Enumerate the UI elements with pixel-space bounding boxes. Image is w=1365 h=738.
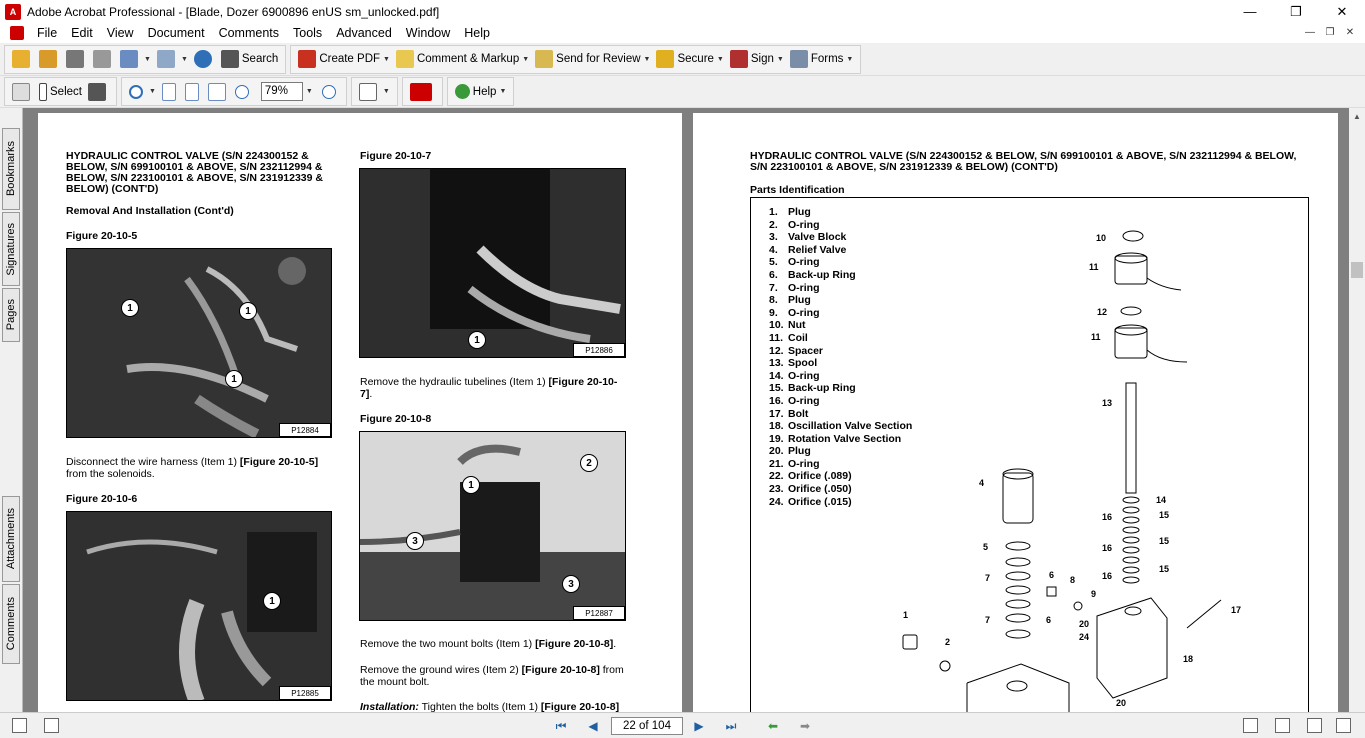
- part-name: Rotation Valve Section: [788, 432, 902, 445]
- sign-button[interactable]: Sign ▼: [727, 47, 787, 71]
- rotate-button[interactable]: ▼: [356, 80, 393, 104]
- part-number: 16.: [769, 394, 784, 407]
- figure-5-instruction: [66, 456, 332, 480]
- title-bar: [0, 0, 1365, 23]
- tab-comments[interactable]: [2, 584, 20, 664]
- diagram-label: 24: [1079, 632, 1090, 642]
- close-button[interactable]: ✕: [1336, 3, 1348, 19]
- part-name: Spacer: [788, 344, 824, 357]
- doc-close-button[interactable]: ✕: [1345, 27, 1355, 38]
- menu-file[interactable]: File: [37, 26, 58, 40]
- yahoo-icon: [410, 83, 432, 101]
- diagram-label: 7: [985, 615, 991, 625]
- camera-icon: [88, 83, 106, 101]
- minus-icon: [235, 85, 249, 99]
- part-name: Plug: [788, 206, 811, 218]
- figure-5-ref[interactable]: [Figure 20-10-5]: [239, 456, 319, 468]
- yahoo-search-button[interactable]: [407, 80, 438, 104]
- menu-window[interactable]: Window: [405, 26, 451, 40]
- window-title: Adobe Acrobat Professional - [Blade, Dozer 6900896 enUS sm_unlocked.pdf]: [27, 4, 440, 19]
- fit-width-icon: [208, 83, 226, 101]
- part-name: O-ring: [788, 256, 820, 269]
- part-number: 5.: [769, 256, 778, 269]
- part-name: Spool: [788, 357, 818, 370]
- comment-icon: [396, 50, 414, 68]
- part-name: O-ring: [788, 281, 820, 294]
- diagram-label: 8: [1070, 575, 1076, 585]
- page-left-heading: HYDRAULIC CONTROL VALVE (S/N 224300152 & BELOW, S/N 699100101 & ABOVE, S/N 232112994 & BELOW, S/N 223100101 & ABOVE, S/N 231912339 & BELOW) (CONT'D): [66, 150, 323, 195]
- lock-icon: [656, 50, 674, 68]
- figure-7-callout: 1: [468, 331, 486, 349]
- menu-edit[interactable]: Edit: [71, 26, 93, 40]
- part-number: 18.: [769, 420, 784, 433]
- parts-identification-heading: Parts Identification: [750, 184, 845, 196]
- zoom-in-button[interactable]: [319, 80, 342, 104]
- part-number: 10.: [769, 319, 784, 332]
- part-number: 7.: [769, 281, 778, 294]
- menu-view[interactable]: View: [106, 26, 134, 40]
- snapshot-button[interactable]: [85, 80, 112, 104]
- printer-icon: [93, 50, 111, 68]
- part-number: 19.: [769, 432, 784, 445]
- menu-bar: [0, 23, 1365, 43]
- cursor-icon: [39, 83, 47, 101]
- installation-label: Installation:: [360, 701, 419, 712]
- doc-restore-button[interactable]: ❐: [1325, 27, 1335, 38]
- select-tool-button[interactable]: [36, 80, 85, 104]
- menu-document[interactable]: Document: [147, 26, 205, 40]
- actual-size-button[interactable]: [159, 80, 182, 104]
- folder-open-icon: [12, 50, 30, 68]
- part-name: Plug: [788, 294, 811, 307]
- tab-signatures[interactable]: [2, 212, 20, 286]
- navigation-panel: [0, 108, 23, 712]
- part-name: Back-up Ring: [788, 382, 856, 395]
- figure-5-text-a: Disconnect the wire harness (Item 1): [66, 456, 240, 468]
- page-number-input[interactable]: 22 of 104: [611, 717, 683, 735]
- figure-8-text1-a: Remove the two mount bolts (Item 1): [360, 638, 536, 650]
- status-bar: [0, 712, 1365, 738]
- figure-8-instruction-1: [360, 639, 626, 650]
- part-name: Nut: [788, 319, 806, 332]
- organizer-button[interactable]: [36, 47, 63, 71]
- next-page-button[interactable]: ▶: [694, 719, 704, 733]
- part-number: 17.: [769, 407, 784, 420]
- figure-5-title: Figure 20-10-5: [66, 230, 138, 242]
- create-pdf-button[interactable]: Create PDF ▼: [295, 47, 393, 71]
- diagram-label: 16: [1102, 571, 1113, 581]
- parts-diagram-box: [750, 197, 1309, 712]
- secure-label: Secure: [677, 53, 714, 65]
- attach-button[interactable]: ▼: [154, 47, 191, 71]
- figure-5-callout: 1: [239, 302, 257, 320]
- figure-8-photo: [359, 431, 626, 621]
- part-name: Plug: [788, 445, 811, 458]
- fit-page-icon: [185, 83, 199, 101]
- part-number: 6.: [769, 268, 778, 281]
- part-name: Orifice (.089): [788, 470, 852, 483]
- diagram-label: 6: [1049, 570, 1055, 580]
- menu-advanced[interactable]: Advanced: [336, 26, 392, 40]
- send-review-label: Send for Review: [556, 53, 641, 65]
- part-number: 2.: [769, 218, 778, 231]
- single-page-icon[interactable]: [1243, 718, 1258, 733]
- part-name: Coil: [788, 331, 808, 344]
- document-icon[interactable]: [10, 26, 24, 40]
- figure-8-ref[interactable]: [Figure 20-10-8]: [521, 664, 600, 676]
- vertical-scrollbar[interactable]: [1349, 108, 1365, 712]
- part-number: 20.: [769, 445, 784, 458]
- diagram-label: 15: [1159, 510, 1170, 520]
- previous-page-button[interactable]: ◀: [588, 719, 598, 733]
- figure-6-tag: P12885: [279, 686, 331, 700]
- diagram-label: 4: [979, 478, 985, 488]
- figure-7-instruction: [360, 376, 626, 400]
- tab-signatures-label: Signatures: [5, 222, 17, 276]
- forms-button[interactable]: Forms ▼: [787, 47, 857, 71]
- binoculars-icon: [221, 50, 239, 68]
- zoom-tool-button[interactable]: ▼: [126, 80, 159, 104]
- installation-ref[interactable]: [Figure 20-10-8]: [540, 701, 620, 712]
- page-icon: [162, 83, 176, 101]
- help-label: Help: [472, 85, 497, 98]
- installation-text: Tighten the bolts (Item 1): [418, 701, 541, 712]
- diagram-label: 15: [1159, 564, 1170, 574]
- save-icon: [66, 50, 84, 68]
- figure-8-callout: 3: [562, 575, 580, 593]
- diagram-label: 16: [1102, 543, 1113, 553]
- part-number: 1.: [769, 206, 778, 218]
- figure-8-instruction-2: [360, 664, 626, 688]
- part-number: 4.: [769, 243, 778, 256]
- search-label: Search: [241, 53, 279, 65]
- page-options-icon[interactable]: [44, 718, 59, 733]
- tab-attachments[interactable]: [2, 496, 20, 582]
- part-number: 23.: [769, 483, 784, 496]
- diagram-label: 15: [1159, 536, 1170, 546]
- print-button[interactable]: [90, 47, 117, 71]
- open-button[interactable]: [9, 47, 36, 71]
- diagram-label: 11: [1089, 262, 1099, 272]
- part-name: Back-up Ring: [788, 268, 856, 281]
- part-name: O-ring: [788, 394, 820, 407]
- part-name: Oscillation Valve Section: [788, 420, 913, 433]
- figure-7-tag: P12886: [573, 343, 625, 357]
- figure-7-photo: [359, 168, 626, 358]
- select-label: Select: [50, 85, 82, 98]
- figure-8-callout: 1: [462, 476, 480, 494]
- figure-5-callout: 1: [225, 370, 243, 388]
- forms-icon: [790, 50, 808, 68]
- restore-button[interactable]: ❐: [1290, 3, 1302, 19]
- acrobat-icon: A: [5, 4, 21, 20]
- figure-7-ref[interactable]: [Figure 20-10-7]: [360, 376, 618, 400]
- part-name: O-ring: [788, 306, 820, 319]
- diagram-label: 20: [1116, 698, 1127, 708]
- diagram-label: 13: [1102, 398, 1113, 408]
- tab-bookmarks[interactable]: [2, 128, 20, 210]
- figure-7-text-b: .: [369, 388, 373, 400]
- previous-view-button[interactable]: ⬅: [767, 719, 779, 733]
- minimize-button[interactable]: —: [1243, 4, 1257, 19]
- part-number: 14.: [769, 369, 784, 382]
- part-name: O-ring: [788, 218, 820, 231]
- main-toolbar: [0, 43, 1365, 76]
- figure-6-photo: [66, 511, 332, 701]
- next-view-button[interactable]: ➡: [799, 719, 811, 733]
- page-left-subheading: Removal And Installation (Cont'd): [66, 205, 234, 217]
- forms-label: Forms: [810, 53, 844, 65]
- diagram-label: 16: [1102, 512, 1113, 522]
- send-review-button[interactable]: Send for Review ▼: [532, 47, 653, 71]
- menu-help[interactable]: Help: [464, 26, 490, 40]
- create-pdf-icon: [298, 50, 316, 68]
- figure-8-callout: 3: [406, 532, 424, 550]
- email-button[interactable]: ▼: [117, 47, 154, 71]
- organizer-icon: [39, 50, 57, 68]
- figure-7-text-a: Remove the hydraulic tubelines (Item 1): [360, 376, 549, 388]
- diagram-label: 12: [1097, 307, 1108, 317]
- comment-markup-label: Comment & Markup: [416, 53, 520, 65]
- diagram-label: 2: [945, 637, 951, 647]
- figure-8-text2-b: from the mount bolt.: [360, 664, 624, 688]
- diagram-label: 5: [983, 542, 989, 552]
- create-pdf-label: Create PDF: [319, 53, 381, 65]
- part-name: Bolt: [788, 407, 809, 420]
- figure-8-text2-a: Remove the ground wires (Item 2): [360, 664, 522, 676]
- exploded-valve-diagram: [751, 198, 1310, 712]
- figure-8-title: Figure 20-10-8: [360, 413, 432, 425]
- part-number: 8.: [769, 294, 778, 307]
- fit-page-button[interactable]: [182, 80, 205, 104]
- figure-5-text-b: from the solenoids.: [66, 468, 155, 480]
- tab-pages[interactable]: [2, 288, 20, 342]
- globe-icon: [194, 50, 212, 68]
- part-name: Relief Valve: [788, 243, 847, 256]
- first-page-button[interactable]: ⏮: [555, 718, 567, 733]
- diagram-label: 14: [1156, 495, 1167, 505]
- tab-bookmarks-label: Bookmarks: [5, 141, 17, 197]
- tab-comments-label: Comments: [5, 597, 17, 651]
- part-number: 11.: [769, 331, 784, 344]
- part-number: 13.: [769, 357, 784, 370]
- figure-6-callout: 1: [263, 592, 281, 610]
- figure-7-title: Figure 20-10-7: [360, 150, 432, 162]
- layout-icon[interactable]: [12, 718, 27, 733]
- search-button[interactable]: [218, 47, 281, 71]
- comment-markup-button[interactable]: Comment & Markup ▼: [393, 47, 532, 71]
- pen-icon: [730, 50, 748, 68]
- diagram-label: 10: [1096, 233, 1107, 243]
- figure-8-tag: P12887: [573, 606, 625, 620]
- diagram-label: 1: [903, 610, 909, 620]
- part-number: 3.: [769, 231, 778, 244]
- web-search-button[interactable]: [191, 47, 218, 71]
- help-button[interactable]: Help ▼: [452, 80, 510, 104]
- page-right-heading: HYDRAULIC CONTROL VALVE (S/N 224300152 & BELOW, S/N 699100101 & ABOVE, S/N 232112994 & BELOW, S/N 223100101 & ABOVE, S/N 231912339 & BELOW) (CONT'D): [750, 150, 1297, 173]
- part-name: O-ring: [788, 369, 820, 382]
- part-number: 12.: [769, 344, 784, 357]
- part-number: 21.: [769, 457, 784, 470]
- figure-5-callout: 1: [121, 299, 139, 317]
- pdf-page-left: [38, 113, 682, 712]
- view-toolbar: [0, 76, 1365, 108]
- figure-6-title: Figure 20-10-6: [66, 493, 138, 505]
- part-name: Orifice (.015): [788, 495, 852, 508]
- figure-8-ref[interactable]: [Figure 20-10-8]: [535, 638, 614, 650]
- send-review-icon: [535, 50, 553, 68]
- email-icon: [120, 50, 138, 68]
- last-page-button[interactable]: ⏭: [725, 718, 737, 733]
- menu-tools[interactable]: Tools: [293, 26, 323, 40]
- zoom-out-button[interactable]: [232, 80, 255, 104]
- pdf-page-right: [693, 113, 1338, 712]
- paperclip-icon: [157, 50, 175, 68]
- continuous-icon[interactable]: [1275, 718, 1290, 733]
- zoom-icon: [129, 85, 143, 99]
- doc-minimize-button[interactable]: —: [1305, 27, 1315, 38]
- scroll-up-icon[interactable]: ▲: [1353, 111, 1361, 121]
- installation-instruction: [360, 702, 660, 712]
- part-number: 9.: [769, 306, 778, 319]
- diagram-label: 20: [1079, 619, 1090, 629]
- zoom-level-input[interactable]: 79%: [261, 82, 303, 101]
- help-icon: [455, 84, 470, 99]
- plus-icon: [322, 85, 336, 99]
- diagram-label: 11: [1091, 332, 1101, 342]
- figure-8-text1-b: .: [613, 638, 617, 650]
- part-name: O-ring: [788, 457, 820, 470]
- save-button[interactable]: [63, 47, 90, 71]
- part-number: 24.: [769, 495, 784, 508]
- sign-label: Sign: [750, 53, 774, 65]
- tab-pages-label: Pages: [5, 299, 17, 331]
- continuous-facing-icon[interactable]: [1336, 718, 1351, 733]
- diagram-label: 6: [1046, 615, 1052, 625]
- facing-icon[interactable]: [1307, 718, 1322, 733]
- hand-tool-button[interactable]: [9, 80, 36, 104]
- diagram-label: 18: [1183, 654, 1194, 664]
- figure-5-tag: P12884: [279, 423, 331, 437]
- diagram-label: 9: [1091, 589, 1097, 599]
- zoom-dropdown-icon[interactable]: ▼: [305, 88, 313, 95]
- secure-button[interactable]: Secure ▼: [653, 47, 726, 71]
- part-number: 15.: [769, 382, 784, 395]
- part-number: 22.: [769, 470, 784, 483]
- scroll-thumb[interactable]: [1351, 262, 1363, 278]
- figure-8-callout: 2: [580, 454, 598, 472]
- diagram-label: 17: [1231, 605, 1242, 615]
- fit-width-button[interactable]: [205, 80, 232, 104]
- hand-icon: [12, 83, 30, 101]
- rotate-icon: [359, 83, 377, 101]
- part-name: Orifice (.050): [788, 483, 852, 496]
- menu-comments[interactable]: Comments: [218, 26, 279, 40]
- diagram-label: 7: [985, 573, 991, 583]
- tab-attachments-label: Attachments: [5, 508, 17, 570]
- part-name: Valve Block: [788, 231, 847, 244]
- figure-5-photo: [66, 248, 332, 438]
